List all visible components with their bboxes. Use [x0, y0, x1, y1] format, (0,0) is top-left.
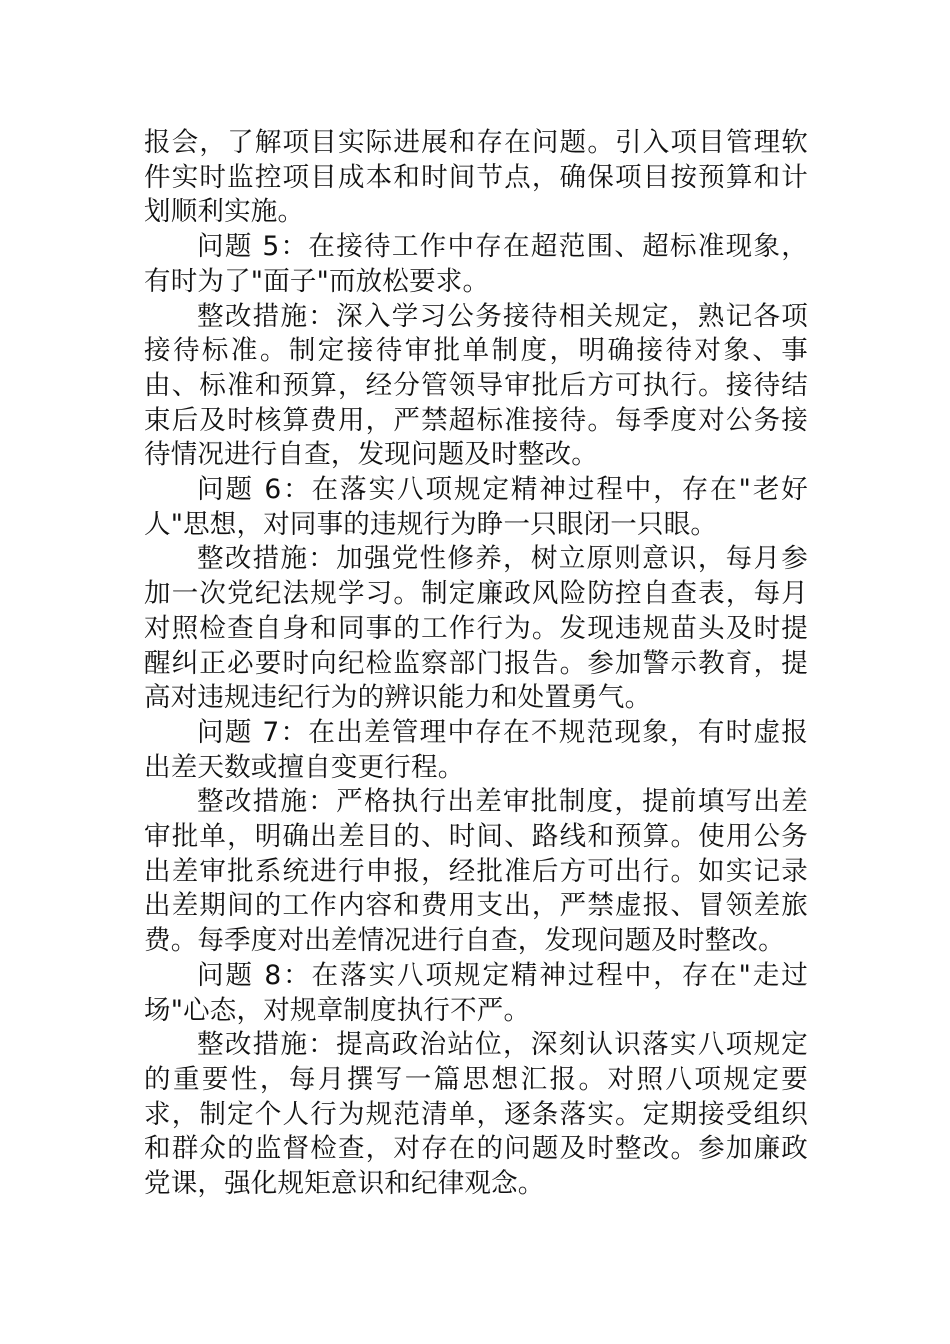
paragraph-issue-7: 问题 7：在出差管理中存在不规范现象，有时虚报出差天数或擅自变更行程。: [144, 716, 808, 783]
paragraph-measures-7: 整改措施：严格执行出差审批制度，提前填写出差审批单，明确出差目的、时间、路线和预算。使用公务出差审批系统进行申报，经批准后方可出行。如实记录出差期间的工作内容和费用支出，严禁虚报、冒领差旅费。每季度对出差情况进行自查，发现问题及时整改。: [144, 786, 808, 957]
paragraph-issue-8: 问题 8：在落实八项规定精神过程中，存在"走过场"心态，对规章制度执行不严。: [144, 959, 808, 1026]
paragraph-measures-5: 整改措施：深入学习公务接待相关规定，熟记各项接待标准。制定接待审批单制度，明确接待对象、事由、标准和预算，经分管领导审批后方可执行。接待结束后及时核算费用，严禁超标准接待。每季度对公务接待情况进行自查，发现问题及时整改。: [144, 300, 808, 471]
document-body: [144, 126, 808, 1202]
paragraph-measures-8: 整改措施：提高政治站位，深刻认识落实八项规定的重要性，每月撰写一篇思想汇报。对照八项规定要求，制定个人行为规范清单，逐条落实。定期接受组织和群众的监督检查，对存在的问题及时整改。参加廉政党课，强化规矩意识和纪律观念。: [144, 1029, 808, 1200]
paragraph-issue-6: 问题 6：在落实八项规定精神过程中，存在"老好人"思想，对同事的违规行为睁一只眼闭一只眼。: [144, 474, 808, 540]
paragraph-continuation: 报会，了解项目实际进展和存在问题。引入项目管理软件实时监控项目成本和时间节点，确保项目按预算和计划顺利实施。: [144, 127, 808, 228]
paragraph-measures-6: 整改措施：加强党性修养，树立原则意识，每月参加一次党纪法规学习。制定廉政风险防控自查表，每月对照检查自身和同事的工作行为。发现违规苗头及时提醒纠正必要时向纪检监察部门报告。参加警示教育，提高对违规违纪行为的辨识能力和处置勇气。: [144, 543, 808, 714]
paragraph-issue-5: 问题 5：在接待工作中存在超范围、超标准现象，有时为了"面子"而放松要求。: [144, 231, 808, 297]
